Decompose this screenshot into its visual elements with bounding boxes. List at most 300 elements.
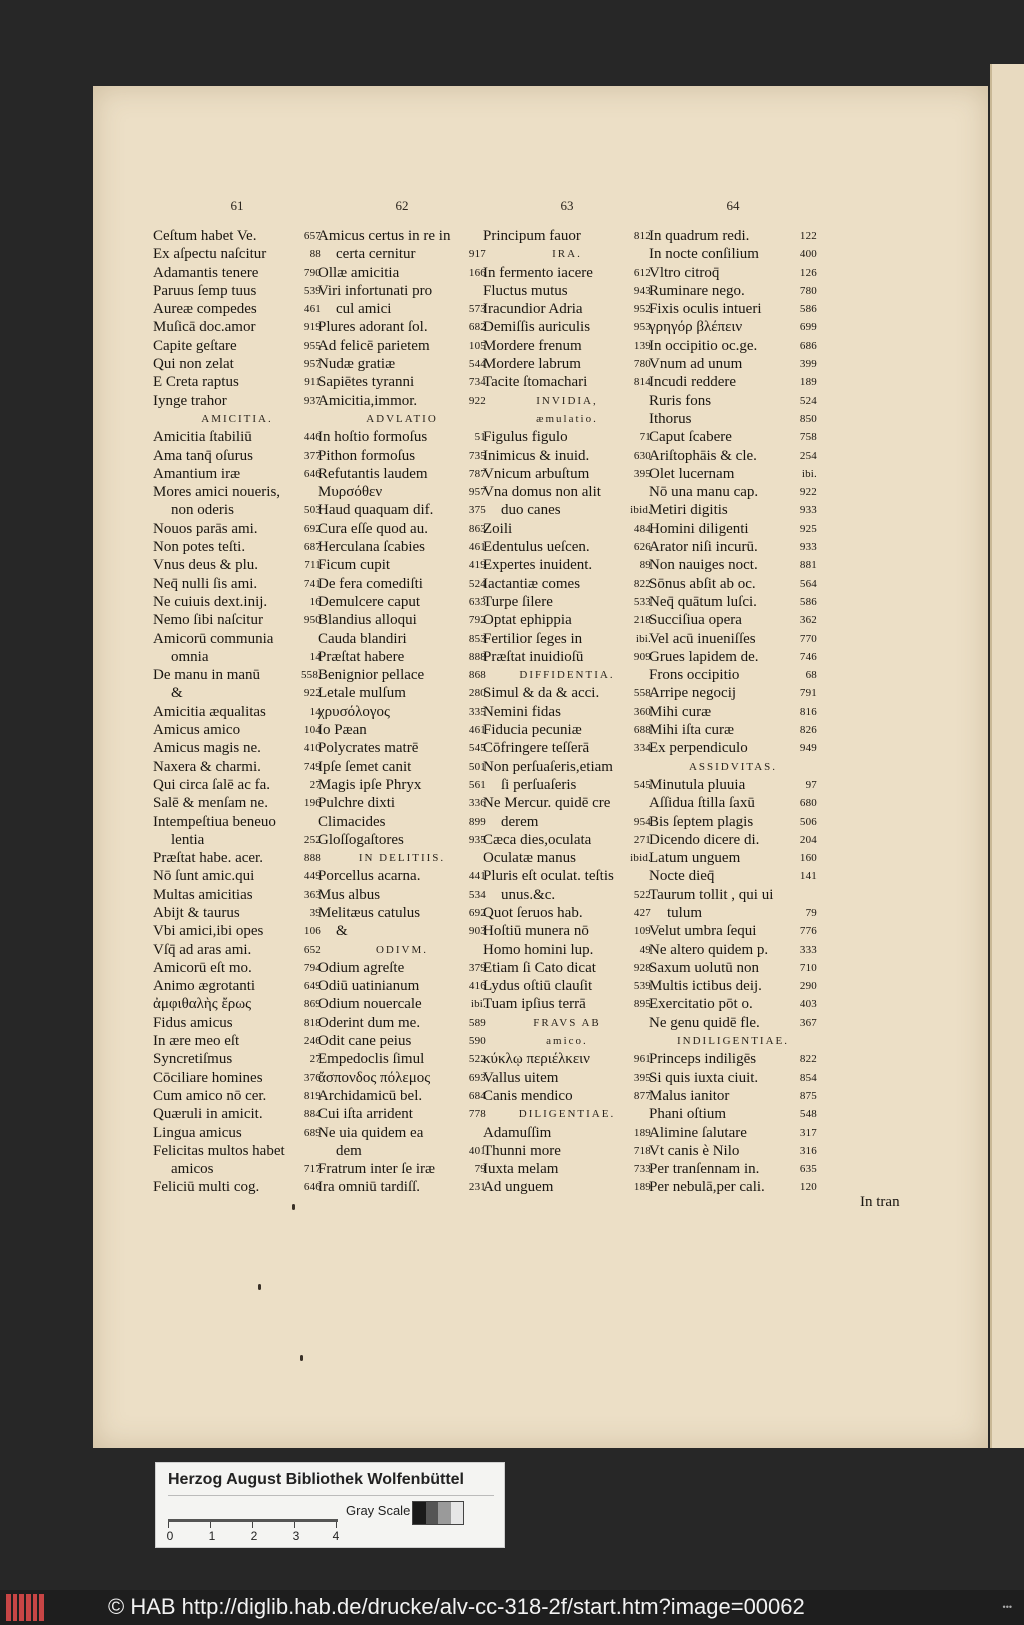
entry-reference-number: 416 — [468, 980, 486, 993]
entry-reference-number: 746 — [799, 650, 817, 663]
entry-reference-number: 106 — [303, 925, 321, 938]
entry-text: Velut umbra ſequi — [649, 923, 757, 940]
index-entry — [318, 227, 486, 245]
entry-reference-number: 877 — [633, 1089, 651, 1102]
entry-text: Figulus figulo — [483, 429, 568, 446]
entry-reference-number: ibi. — [801, 467, 817, 480]
index-entry — [649, 995, 817, 1013]
entry-reference-number: 403 — [799, 998, 817, 1011]
entry-reference-number: 410 — [303, 742, 321, 755]
entry-text: χρυσόλογος — [318, 703, 390, 720]
entry-text: Per nebulā,per cali. — [649, 1179, 765, 1196]
section-heading — [483, 245, 651, 263]
entry-reference-number: 246 — [303, 1035, 321, 1048]
entry-reference-number: 633 — [468, 595, 486, 608]
ruler-mark: 0 — [166, 1529, 174, 1543]
entry-reference-number: 461 — [468, 724, 486, 737]
index-entry — [318, 1032, 486, 1050]
index-entry — [649, 794, 817, 812]
index-entry — [153, 1014, 321, 1032]
index-entry — [649, 1050, 817, 1068]
entry-text: Canis mendico — [483, 1087, 573, 1104]
entry-reference-number: 316 — [799, 1144, 817, 1157]
section-heading — [318, 410, 486, 428]
entry-text: Vallus uitem — [483, 1069, 559, 1086]
entry-reference-number: 819 — [303, 1089, 321, 1102]
section-heading — [318, 849, 486, 867]
section-heading — [483, 1014, 651, 1032]
ruler-mark: 4 — [332, 1529, 340, 1543]
index-entry — [153, 1069, 321, 1087]
entry-text: Ira omniū tardiſſ. — [318, 1179, 421, 1196]
entry-reference-number: 401 — [468, 1144, 486, 1157]
entry-text: Aſſidua ſtilla ſaxū — [649, 795, 755, 812]
entry-reference-number: 954 — [633, 815, 651, 828]
index-entry — [318, 1087, 486, 1105]
entry-reference-number: 733 — [633, 1163, 651, 1176]
entry-reference-number: 14 — [309, 705, 321, 718]
entry-reference-number: 400 — [799, 248, 817, 261]
entry-text: Principum fauor — [483, 228, 581, 244]
index-entry — [153, 703, 321, 721]
index-entry — [153, 428, 321, 446]
index-entry — [318, 739, 486, 757]
library-label-card — [155, 1462, 505, 1548]
entry-text: Hoſtiū munera nō — [483, 923, 589, 940]
entry-text: Cæca dies,oculata — [483, 831, 592, 848]
entry-text: cul amici — [336, 301, 392, 318]
entry-reference-number: 734 — [468, 376, 486, 389]
index-entry — [483, 739, 651, 757]
entry-reference-number: ibid. — [630, 852, 651, 865]
index-entry — [153, 1124, 321, 1142]
index-entry — [483, 318, 651, 336]
catchword: In tran — [860, 1194, 900, 1210]
entry-text: Lingua amicus — [153, 1124, 242, 1141]
entry-text: tulum — [667, 904, 703, 921]
entry-reference-number: 794 — [303, 961, 321, 974]
entry-reference-number: 334 — [633, 742, 651, 755]
entry-text: Homo homini lup. — [483, 941, 594, 958]
heading-text: amico. — [546, 1035, 588, 1048]
entry-text: Fiducia pecuniæ — [483, 722, 582, 739]
entry-reference-number: 14 — [309, 650, 321, 663]
index-entry — [649, 1160, 817, 1178]
entry-text: Nō una manu cap. — [649, 484, 759, 501]
entry-reference-number: 689 — [303, 1126, 321, 1139]
index-entry — [649, 648, 817, 666]
section-heading — [649, 758, 817, 776]
heading-text: FRAVS AB — [533, 1016, 601, 1029]
entry-text: Demulcere caput — [318, 593, 421, 610]
entry-list — [318, 227, 486, 1197]
entry-text: Fratrum inter ſe iræ — [318, 1161, 436, 1178]
index-entry — [153, 739, 321, 757]
heading-text: IN DELITIIS. — [358, 852, 446, 865]
entry-reference-number: 39 — [309, 906, 321, 919]
entry-reference-number: 922 — [799, 486, 817, 499]
entry-reference-number: 335 — [468, 705, 486, 718]
entry-text: Odium agreſte — [318, 959, 405, 976]
index-entry — [649, 428, 817, 446]
index-entry — [649, 318, 817, 336]
entry-text: Archidamicū bel. — [318, 1087, 423, 1104]
index-entry — [483, 483, 651, 501]
entry-reference-number: 317 — [799, 1126, 817, 1139]
entry-text: Abijt & taurus — [153, 904, 240, 921]
index-entry — [483, 282, 651, 300]
entry-text: Paruus ſemp tuus — [153, 282, 257, 299]
entry-text: Melitæus catulus — [318, 904, 421, 921]
entry-reference-number: 271 — [633, 833, 651, 846]
entry-reference-number: 635 — [799, 1163, 817, 1176]
entry-reference-number: 922 — [303, 687, 321, 700]
entry-reference-number: 790 — [303, 266, 321, 279]
entry-text: Ruminare nego. — [649, 282, 745, 299]
index-entry — [153, 648, 321, 666]
entry-text: Grues lapidem de. — [649, 648, 759, 665]
index-entry — [318, 758, 486, 776]
entry-text: Mordere frenum — [483, 337, 582, 354]
index-entry — [483, 1087, 651, 1105]
entry-text: Latum unguem — [649, 850, 741, 867]
index-entry — [483, 886, 651, 904]
entry-text: In ære meo eſt — [153, 1033, 240, 1050]
entry-text: Mus albus — [318, 886, 381, 903]
index-entry — [649, 264, 817, 282]
index-entry — [318, 1069, 486, 1087]
index-entry — [318, 904, 486, 922]
entry-reference-number: 776 — [799, 925, 817, 938]
index-entry — [483, 300, 651, 318]
entry-text: Nouos parās ami. — [153, 520, 258, 537]
entry-text: Vnus deus & plu. — [153, 557, 258, 574]
section-heading — [318, 941, 486, 959]
entry-text: Nudæ gratiæ — [318, 356, 396, 373]
index-entry — [483, 758, 651, 776]
entry-text: Pulchre dixti — [318, 795, 396, 812]
entry-text: Non nauiges noct. — [649, 557, 758, 574]
index-entry — [318, 1142, 486, 1160]
index-entry — [318, 1105, 486, 1123]
entry-reference-number: 461 — [468, 541, 486, 554]
entry-text: Cauda blandiri — [318, 630, 407, 647]
entry-text: Dicendo dicere di. — [649, 831, 760, 848]
entry-reference-number: 461 — [303, 303, 321, 316]
entry-text: Zoili — [483, 520, 513, 537]
index-entry — [153, 1142, 321, 1160]
entry-reference-number: 692 — [468, 906, 486, 919]
entry-text: dem — [336, 1142, 362, 1159]
entry-text: Amantium iræ — [153, 465, 241, 482]
index-entry — [153, 776, 321, 794]
entry-reference-number: 449 — [303, 870, 321, 883]
entry-reference-number: 758 — [799, 431, 817, 444]
entry-reference-number: 952 — [633, 303, 651, 316]
entry-text: Magis ipſe Phryx — [318, 776, 422, 793]
entry-text: Qui non zelat — [153, 356, 234, 373]
gray-scale-swatch — [412, 1501, 464, 1525]
entry-text: Inimicus & inuid. — [483, 447, 590, 464]
index-entry — [649, 959, 817, 977]
entry-reference-number: 863 — [468, 522, 486, 535]
index-entry — [318, 593, 486, 611]
index-entry — [318, 483, 486, 501]
index-entry — [483, 995, 651, 1013]
index-entry — [483, 794, 651, 812]
entry-text: certa cernitur — [336, 246, 416, 263]
index-entry — [318, 245, 486, 263]
index-entry — [483, 849, 651, 867]
index-entry — [153, 556, 321, 574]
index-column — [483, 198, 651, 1197]
entry-reference-number: 822 — [799, 1053, 817, 1066]
entry-reference-number: 649 — [303, 980, 321, 993]
index-entry — [318, 867, 486, 885]
entry-reference-number: 395 — [633, 1071, 651, 1084]
entry-reference-number: 27 — [309, 1053, 321, 1066]
index-entry — [318, 501, 486, 519]
heading-text: IRA. — [552, 248, 582, 261]
index-entry — [153, 392, 321, 410]
index-entry — [318, 666, 486, 684]
entry-text: Feliciū multi cog. — [153, 1179, 260, 1196]
index-entry — [153, 995, 321, 1013]
entry-text: Vt canis è Nilo — [649, 1142, 740, 1159]
index-entry — [649, 227, 817, 245]
entry-text: Expertes inuident. — [483, 557, 593, 574]
index-entry — [649, 849, 817, 867]
entry-reference-number: 957 — [468, 486, 486, 499]
entry-reference-number: 51 — [474, 431, 486, 444]
index-entry — [153, 483, 321, 501]
index-entry — [153, 318, 321, 336]
entry-reference-number: 122 — [799, 230, 817, 242]
entry-reference-number: 888 — [468, 650, 486, 663]
entry-text: Fidus amicus — [153, 1014, 233, 1031]
index-entry — [649, 922, 817, 940]
entry-text: Ithorus — [649, 410, 692, 427]
entry-text: Cura eſſe quod au. — [318, 520, 428, 537]
index-entry — [649, 703, 817, 721]
index-entry — [318, 300, 486, 318]
library-name: Herzog August Bibliothek Wolfenbüttel — [168, 1471, 464, 1488]
entry-text: Iracundior Adria — [483, 301, 583, 318]
entry-text: unus.&c. — [501, 886, 556, 903]
entry-text: Adamuſſim — [483, 1124, 552, 1141]
entry-reference-number: 630 — [633, 449, 651, 462]
entry-reference-number: 917 — [468, 248, 486, 261]
entry-text: Benignior pellace — [318, 667, 425, 684]
entry-reference-number: 875 — [799, 1089, 817, 1102]
index-entry — [318, 831, 486, 849]
entry-reference-number: 363 — [303, 888, 321, 901]
entry-text: Pluris eſt oculat. teſtis — [483, 868, 614, 885]
footer-dots-icon: ••• — [1002, 1602, 1012, 1612]
entry-text: Nemini fidas — [483, 703, 561, 720]
entry-reference-number: 89 — [639, 559, 651, 572]
entry-text: Ruris fons — [649, 392, 712, 409]
entry-text: Quæruli in amicit. — [153, 1106, 263, 1123]
entry-text: Amicitia,immor. — [318, 392, 418, 409]
index-entry — [483, 1142, 651, 1160]
index-entry — [318, 1014, 486, 1032]
entry-reference-number: 684 — [468, 1089, 486, 1102]
index-entry — [649, 813, 817, 831]
index-entry — [318, 538, 486, 556]
entry-reference-number: 160 — [799, 852, 817, 865]
index-entry — [483, 264, 651, 282]
entry-text: Adamantis tenere — [153, 264, 259, 281]
index-entry — [318, 1178, 486, 1196]
entry-text: γρηγόρ βλέπειν — [649, 319, 743, 336]
entry-text: Frons occipitio — [649, 667, 740, 684]
entry-text: Non perſuaſeris,etiam — [483, 758, 613, 775]
entry-reference-number: 558. — [300, 669, 321, 682]
index-entry — [153, 959, 321, 977]
index-entry — [153, 1160, 321, 1178]
entry-reference-number: 937 — [303, 394, 321, 407]
index-entry — [649, 245, 817, 263]
entry-text: Cōciliare homines — [153, 1069, 263, 1086]
index-entry — [153, 282, 321, 300]
entry-text: Ipſe ſemet canit — [318, 758, 412, 775]
entry-text: Sōnus abſit ab oc. — [649, 575, 756, 592]
entry-reference-number: 139 — [633, 339, 651, 352]
index-entry — [649, 977, 817, 995]
heading-text: ODIVM. — [375, 943, 429, 956]
index-entry — [483, 941, 651, 959]
entry-reference-number: 189 — [799, 376, 817, 389]
entry-reference-number: 686 — [799, 339, 817, 352]
entry-reference-number: 850 — [799, 412, 817, 425]
entry-text: ἀμφιθαλὴς ἔρως — [153, 996, 252, 1013]
gray-scale-label: Gray Scale — [346, 1503, 411, 1518]
index-entry — [483, 776, 651, 794]
index-entry — [649, 721, 817, 739]
entry-text: Nō ſunt amic.qui — [153, 868, 255, 885]
entry-reference-number: 953 — [633, 321, 651, 334]
entry-text: Taurum tollit , qui ui — [649, 886, 774, 903]
entry-text: Optat ephippia — [483, 612, 572, 629]
entry-reference-number: 362 — [799, 614, 817, 627]
entry-text: Iuxta melam — [483, 1161, 559, 1178]
entry-text: Salē & menſam ne. — [153, 795, 268, 812]
entry-text: Cui iſta arrident — [318, 1106, 413, 1123]
entry-text: Præſtat habe. acer. — [153, 850, 263, 867]
entry-text: ſi perſuaſeris — [501, 776, 577, 793]
index-entry — [483, 703, 651, 721]
entry-reference-number: 903 — [468, 925, 486, 938]
entry-text: Amicus magis ne. — [153, 740, 261, 757]
entry-text: Vnum ad unum — [649, 356, 743, 373]
index-entry — [483, 1050, 651, 1068]
entry-reference-number: 586 — [799, 303, 817, 316]
entry-text: lentia — [171, 831, 205, 848]
entry-text: Vna domus non alit — [483, 484, 601, 501]
index-entry — [318, 447, 486, 465]
index-entry — [318, 1050, 486, 1068]
entry-reference-number: 97 — [805, 778, 817, 791]
entry-reference-number: ibi. — [470, 998, 486, 1011]
index-entry — [318, 318, 486, 336]
index-entry — [153, 922, 321, 940]
entry-reference-number: 710 — [799, 961, 817, 974]
entry-reference-number: 682 — [468, 321, 486, 334]
entry-text: Letale mulſum — [318, 685, 406, 702]
adjacent-page-edge — [990, 64, 1024, 1448]
index-entry — [649, 886, 817, 904]
entry-reference-number: 780 — [799, 284, 817, 297]
index-entry — [649, 483, 817, 501]
entry-reference-number: 336 — [468, 797, 486, 810]
entry-text: Ficum cupit — [318, 557, 391, 574]
entry-text: Polycrates matrē — [318, 740, 419, 757]
heading-text: AMICITIA. — [201, 412, 273, 425]
entry-reference-number: ibi. — [635, 632, 651, 645]
footer-url[interactable]: © HAB http://diglib.hab.de/drucke/alv-cc-318-2f/start.htm?image=00062 — [108, 1594, 805, 1619]
section-heading — [483, 1105, 651, 1123]
index-entry — [483, 831, 651, 849]
entry-text: κύκλῳ περιέλκειν — [483, 1051, 590, 1068]
entry-text: Bis ſeptem plagis — [649, 813, 754, 830]
index-entry — [153, 1032, 321, 1050]
entry-reference-number: 911 — [304, 376, 321, 389]
index-entry — [649, 611, 817, 629]
entry-reference-number: 693 — [468, 1071, 486, 1084]
entry-text: In quadrum redi. — [649, 228, 750, 244]
index-entry — [318, 355, 486, 373]
entry-reference-number: 427 — [633, 906, 651, 919]
entry-reference-number: 780 — [633, 358, 651, 371]
entry-reference-number: 522 — [633, 888, 651, 901]
index-entry — [483, 373, 651, 391]
index-entry — [318, 648, 486, 666]
entry-reference-number: 895 — [633, 998, 651, 1011]
index-entry — [318, 1124, 486, 1142]
entry-text: Qui circa ſalē ac fa. — [153, 776, 271, 793]
entry-reference-number: 524 — [468, 577, 486, 590]
entry-reference-number: 626 — [633, 541, 651, 554]
index-entry — [649, 575, 817, 593]
index-entry — [153, 593, 321, 611]
section-heading — [483, 1032, 651, 1050]
entry-text: De fera comediſti — [318, 575, 423, 592]
index-entry — [153, 501, 321, 519]
entry-reference-number: 573 — [468, 303, 486, 316]
index-entry — [649, 392, 817, 410]
entry-text: Phani oſtium — [649, 1106, 727, 1123]
entry-reference-number: 395 — [633, 467, 651, 480]
index-entry — [318, 556, 486, 574]
entry-reference-number: 196 — [303, 797, 321, 810]
entry-reference-number: 955 — [303, 339, 321, 352]
entry-text: Tuam ipſius terrā — [483, 996, 586, 1013]
entry-text: Turpe ſilere — [483, 593, 553, 610]
entry-text: Fixis oculis intueri — [649, 301, 762, 318]
entry-text: In occipitio oc.ge. — [649, 337, 758, 354]
entry-text: Odium nouercale — [318, 996, 422, 1013]
index-entry — [649, 1105, 817, 1123]
index-entry — [318, 813, 486, 831]
index-entry — [483, 684, 651, 702]
entry-reference-number: 919 — [303, 321, 321, 334]
scale-ruler — [168, 1519, 338, 1541]
index-entry — [153, 447, 321, 465]
index-entry — [153, 813, 321, 831]
index-entry — [483, 465, 651, 483]
entry-reference-number: 652 — [303, 943, 321, 956]
